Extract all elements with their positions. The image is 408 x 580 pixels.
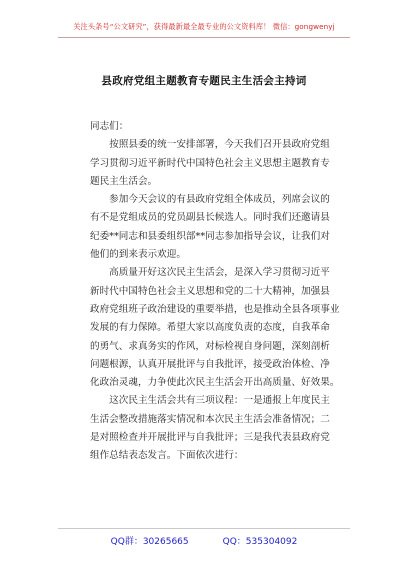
body-line: 的勇气、求真务实的作风，对标检视自身问题，深刻剖析 [90,340,330,352]
body-line: 同志们： [90,121,129,132]
footer-contact [0,534,408,547]
body-line: 发展的有力保障。希望大家以高度负责的态度，自我革命 [90,322,330,334]
footer-divider [58,528,350,529]
body-line: 新时代中国特色社会主义思想和党的二十大精神，加强县 [90,285,330,297]
body-line: 化政治灵魂，力争使此次民主生活会开出高质量、好效果。 [90,377,340,389]
body-line: 纪委**同志和县委组织部**同志参加指导会议，让我们对 [90,230,330,242]
body-line: 有不是党组成员的党员副县长候选人。同时我们还邀请县 [90,212,330,224]
body-line: 生活会整改措施落实情况和本次民主生活会准备情况；二 [90,413,330,425]
body-line: 参加今天会议的有县政府党组全体成员，列席会议的 [90,194,330,206]
body-line: 是对照检查并开展批评与自我批评；三是我代表县政府党 [90,432,330,444]
header-promo-note: 关注头条号“公文研究”，获得最新最全最专业的公文资料库！ 微信：gongwenyj [73,22,335,31]
body-line: 高质量开好这次民主生活会，是深入学习贯彻习近平 [90,267,330,279]
body-line: 这次民主生活会共有三项议程：一是通报上年度民主 [90,395,330,407]
body-line: 按照县委的统一安排部署，今天我们召开县政府党组 [90,139,330,151]
body-line: 政府党组班子政治建设的重要举措，也是推动全县各项事业 [90,303,340,315]
document-title: 县政府党组主题教育专题民主生活会主持词 [101,75,307,87]
footer-qq: QQ：535304092 [222,537,298,547]
footer-qq-group: QQ群：30265665 [110,537,189,547]
body-line: 组作总结表态发言。下面依次进行： [90,450,244,462]
body-line: 学习贯彻习近平新时代中国特色社会主义思想主题教育专 [90,157,330,169]
body-line: 题民主生活会。 [90,175,158,187]
body-line: 问题根源，认真开展批评与自我批评，接受政治体检、净 [90,358,330,370]
document-body [90,118,340,466]
header-divider [58,37,350,38]
body-line: 他们的到来表示欢迎。 [90,249,186,261]
